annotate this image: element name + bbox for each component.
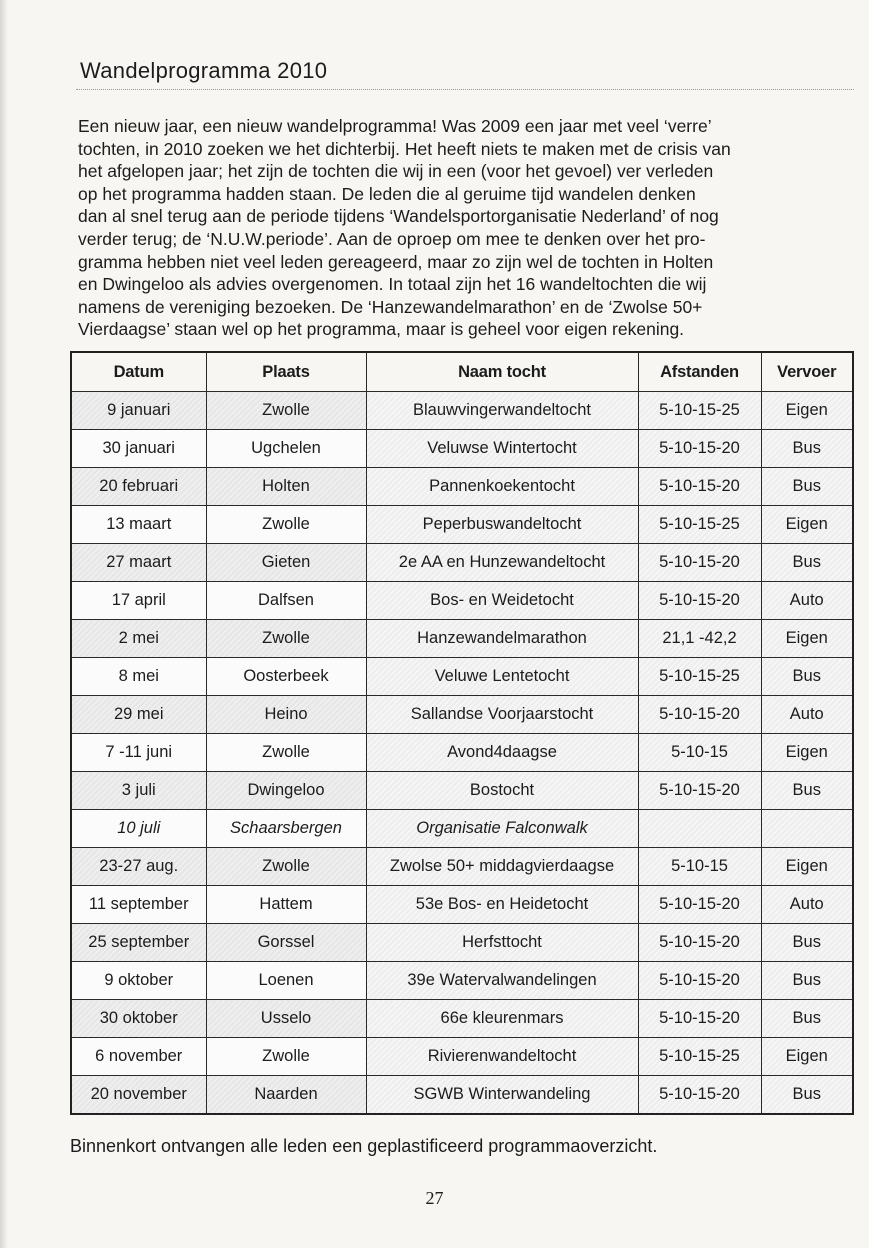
- intro-paragraph: Een nieuw jaar, een nieuw wandelprogramma! Was 2009 een jaar met veel ‘verre’ tochten, in 2010 zoeken we het dichterbij. Het heeft niets te maken met de crisis van het afgelopen jaar; het zijn de tochten die wij in een (voor het gevoel) ver verleden op het programma hadden staan. De leden die al geruime tijd wandelen denken dan al snel terug aan de periode tijdens ‘Wandelsportorganisatie Nederland’ of nog verder terug; de ‘N.U.W.periode’. Aan de oproep om mee te denken over het pro- gramma hebben niet veel leden gereageerd, maar zo zijn wel de tochten in Holten en Dwingeloo als advies overgenomen. In totaal zijn het 16 wandeltochten die wij namens de vereniging bezoeken. De ‘Hanzewandelmarathon’ en de ‘Zwolse 50+ Vierdaagse’ staan wel op het programma, maar is geheel voor eigen rekening.: [78, 116, 731, 340]
- cell-plaats: Gorssel: [206, 924, 366, 962]
- cell-vervoer: Eigen: [761, 620, 853, 658]
- cell-vervoer: Auto: [761, 582, 853, 620]
- cell-naam-tocht: 66e kleurenmars: [366, 1000, 638, 1038]
- table-row: [71, 886, 853, 924]
- table-header-row: [71, 352, 853, 392]
- cell-afstanden: 5-10-15-20: [638, 772, 761, 810]
- cell-plaats: Zwolle: [206, 506, 366, 544]
- header-plaats: Plaats: [206, 352, 366, 392]
- cell-vervoer: Eigen: [761, 848, 853, 886]
- table-row: [71, 962, 853, 1000]
- cell-plaats: Loenen: [206, 962, 366, 1000]
- cell-afstanden: 5-10-15-20: [638, 582, 761, 620]
- cell-naam-tocht: Bostocht: [366, 772, 638, 810]
- cell-afstanden: 5-10-15-20: [638, 1000, 761, 1038]
- page-title: Wandelprogramma 2010: [80, 58, 328, 83]
- cell-datum: 30 januari: [71, 430, 206, 468]
- cell-afstanden: 5-10-15-20: [638, 962, 761, 1000]
- cell-vervoer: Bus: [761, 544, 853, 582]
- cell-plaats: Zwolle: [206, 848, 366, 886]
- cell-datum: 20 november: [71, 1076, 206, 1115]
- cell-naam-tocht: Pannenkoekentocht: [366, 468, 638, 506]
- table-row: [71, 430, 853, 468]
- cell-plaats: Holten: [206, 468, 366, 506]
- table-row: [71, 696, 853, 734]
- cell-datum: 10 juli: [71, 810, 206, 848]
- cell-plaats: Heino: [206, 696, 366, 734]
- cell-naam-tocht: Peperbuswandeltocht: [366, 506, 638, 544]
- cell-plaats: Zwolle: [206, 620, 366, 658]
- cell-datum: 2 mei: [71, 620, 206, 658]
- cell-datum: 25 september: [71, 924, 206, 962]
- cell-naam-tocht: Organisatie Falconwalk: [366, 810, 638, 848]
- cell-plaats: Ugchelen: [206, 430, 366, 468]
- table-row: [71, 620, 853, 658]
- cell-afstanden: 5-10-15-20: [638, 430, 761, 468]
- header-vervoer: Vervoer: [761, 352, 853, 392]
- table-row: [71, 1000, 853, 1038]
- cell-vervoer: Eigen: [761, 734, 853, 772]
- cell-datum: 9 januari: [71, 392, 206, 430]
- cell-afstanden: 5-10-15-25: [638, 658, 761, 696]
- page-number: 27: [425, 1188, 444, 1208]
- cell-afstanden: 5-10-15-20: [638, 696, 761, 734]
- cell-afstanden: 21,1 -42,2: [638, 620, 761, 658]
- cell-datum: 3 juli: [71, 772, 206, 810]
- cell-datum: 13 maart: [71, 506, 206, 544]
- cell-datum: 6 november: [71, 1038, 206, 1076]
- table-row: [71, 658, 853, 696]
- cell-vervoer: Bus: [761, 924, 853, 962]
- cell-plaats: Dwingeloo: [206, 772, 366, 810]
- cell-datum: 29 mei: [71, 696, 206, 734]
- cell-vervoer: Eigen: [761, 506, 853, 544]
- cell-datum: 11 september: [71, 886, 206, 924]
- cell-afstanden: 5-10-15-20: [638, 886, 761, 924]
- cell-datum: 23-27 aug.: [71, 848, 206, 886]
- cell-vervoer: Bus: [761, 1076, 853, 1115]
- cell-afstanden: 5-10-15-20: [638, 544, 761, 582]
- cell-afstanden: 5-10-15-20: [638, 1076, 761, 1115]
- cell-afstanden: 5-10-15-25: [638, 506, 761, 544]
- header-naam-tocht: Naam tocht: [366, 352, 638, 392]
- footer-note: Binnenkort ontvangen alle leden een geplastificeerd programmaoverzicht.: [70, 1136, 658, 1156]
- table-row: [71, 544, 853, 582]
- cell-datum: 27 maart: [71, 544, 206, 582]
- table-row: [71, 1038, 853, 1076]
- cell-afstanden: 5-10-15-25: [638, 392, 761, 430]
- table-row: [71, 1076, 853, 1115]
- page-edge: [0, 0, 8, 1248]
- cell-vervoer: Bus: [761, 658, 853, 696]
- cell-datum: 20 februari: [71, 468, 206, 506]
- cell-datum: 7 -11 juni: [71, 734, 206, 772]
- cell-naam-tocht: Bos- en Weidetocht: [366, 582, 638, 620]
- cell-datum: 17 april: [71, 582, 206, 620]
- cell-naam-tocht: Herfsttocht: [366, 924, 638, 962]
- cell-vervoer: Eigen: [761, 1038, 853, 1076]
- cell-afstanden: 5-10-15-25: [638, 1038, 761, 1076]
- cell-naam-tocht: 2e AA en Hunzewandeltocht: [366, 544, 638, 582]
- cell-vervoer: Bus: [761, 1000, 853, 1038]
- cell-plaats: Zwolle: [206, 392, 366, 430]
- cell-afstanden: 5-10-15: [638, 848, 761, 886]
- cell-vervoer: Bus: [761, 962, 853, 1000]
- cell-vervoer: [761, 810, 853, 848]
- cell-plaats: Zwolle: [206, 734, 366, 772]
- cell-naam-tocht: Avond4daagse: [366, 734, 638, 772]
- cell-naam-tocht: Sallandse Voorjaarstocht: [366, 696, 638, 734]
- cell-vervoer: Auto: [761, 696, 853, 734]
- table-row: [71, 810, 853, 848]
- cell-vervoer: Eigen: [761, 392, 853, 430]
- table-row: [71, 924, 853, 962]
- table-row: [71, 582, 853, 620]
- cell-naam-tocht: 39e Watervalwandelingen: [366, 962, 638, 1000]
- cell-afstanden: 5-10-15: [638, 734, 761, 772]
- table-row: [71, 734, 853, 772]
- cell-plaats: Zwolle: [206, 1038, 366, 1076]
- cell-naam-tocht: 53e Bos- en Heidetocht: [366, 886, 638, 924]
- cell-datum: 9 oktober: [71, 962, 206, 1000]
- cell-vervoer: Auto: [761, 886, 853, 924]
- cell-naam-tocht: Rivierenwandeltocht: [366, 1038, 638, 1076]
- table-row: [71, 392, 853, 430]
- header-datum: Datum: [71, 352, 206, 392]
- header-afstanden: Afstanden: [638, 352, 761, 392]
- cell-afstanden: 5-10-15-20: [638, 924, 761, 962]
- cell-vervoer: Bus: [761, 468, 853, 506]
- cell-vervoer: Bus: [761, 772, 853, 810]
- table-row: [71, 772, 853, 810]
- table-row: [71, 506, 853, 544]
- title-rule: [76, 89, 854, 90]
- table-body: [71, 392, 853, 1115]
- table-row: [71, 848, 853, 886]
- cell-naam-tocht: Blauwvingerwandeltocht: [366, 392, 638, 430]
- cell-datum: 8 mei: [71, 658, 206, 696]
- cell-plaats: Usselo: [206, 1000, 366, 1038]
- cell-plaats: Dalfsen: [206, 582, 366, 620]
- cell-naam-tocht: SGWB Winterwandeling: [366, 1076, 638, 1115]
- cell-naam-tocht: Hanzewandelmarathon: [366, 620, 638, 658]
- table-row: [71, 468, 853, 506]
- cell-afstanden: [638, 810, 761, 848]
- cell-datum: 30 oktober: [71, 1000, 206, 1038]
- cell-naam-tocht: Veluwe Lentetocht: [366, 658, 638, 696]
- cell-naam-tocht: Veluwse Wintertocht: [366, 430, 638, 468]
- cell-plaats: Schaarsbergen: [206, 810, 366, 848]
- walking-schedule-table: [70, 351, 854, 1115]
- cell-plaats: Hattem: [206, 886, 366, 924]
- cell-afstanden: 5-10-15-20: [638, 468, 761, 506]
- cell-plaats: Oosterbeek: [206, 658, 366, 696]
- cell-plaats: Gieten: [206, 544, 366, 582]
- cell-plaats: Naarden: [206, 1076, 366, 1115]
- cell-vervoer: Bus: [761, 430, 853, 468]
- cell-naam-tocht: Zwolse 50+ middagvierdaagse: [366, 848, 638, 886]
